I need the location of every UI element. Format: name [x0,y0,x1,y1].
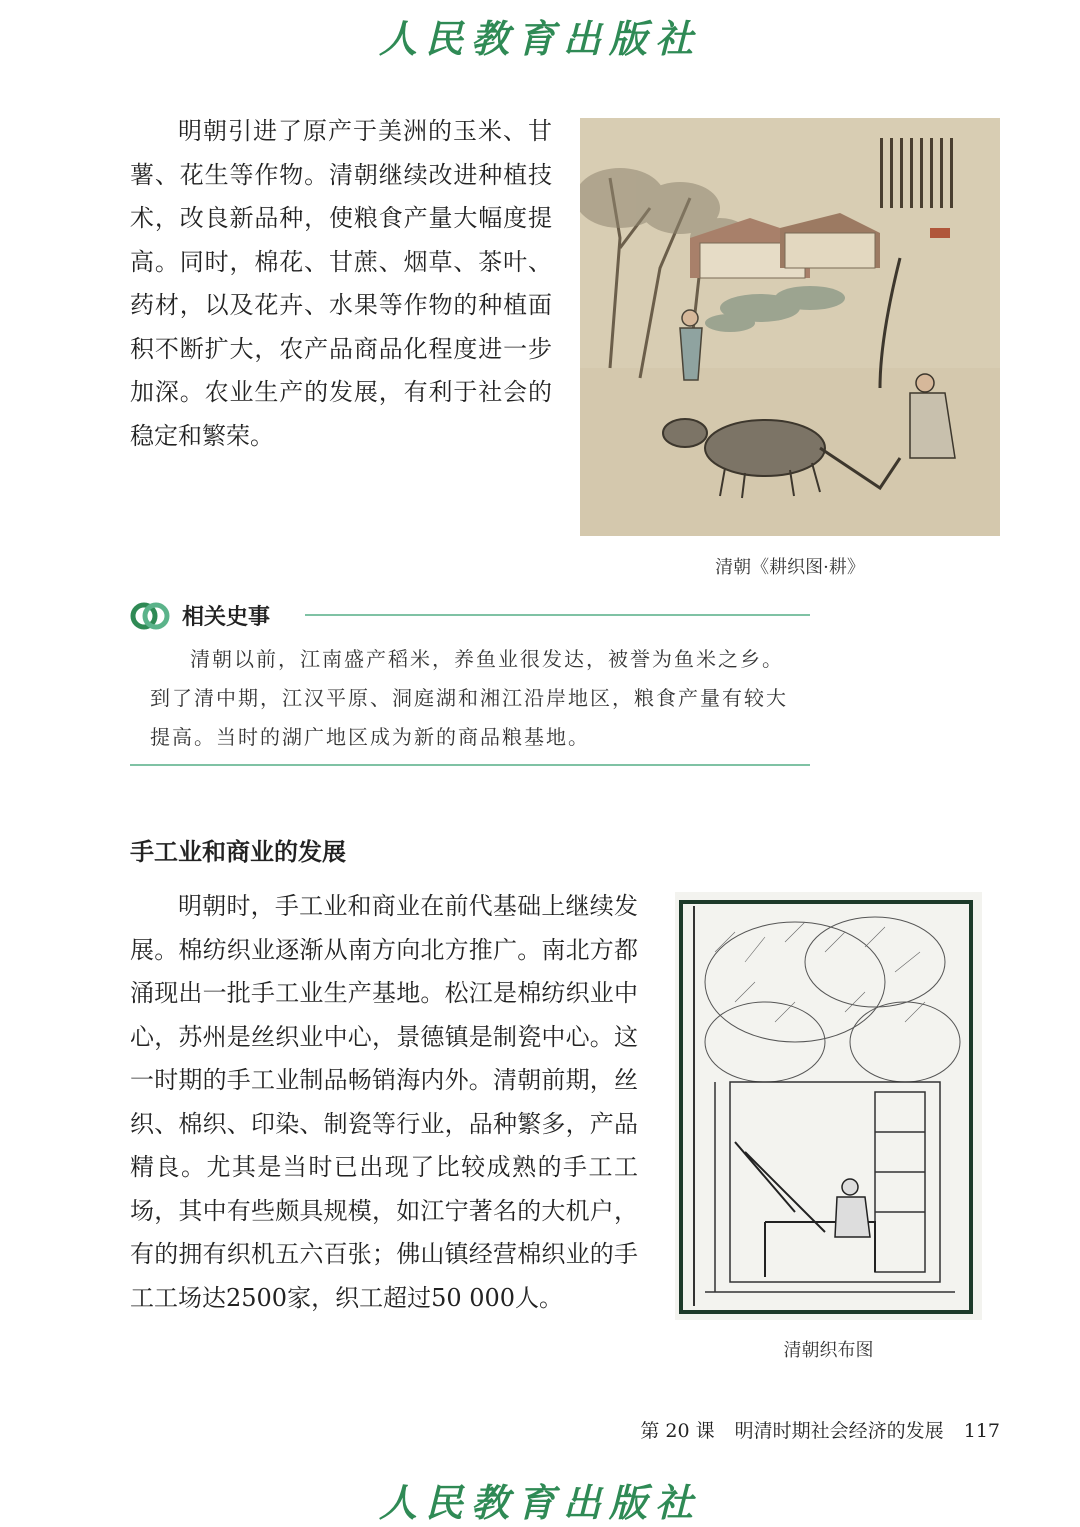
related-history-icon [130,596,170,636]
box-divider-bottom [130,764,810,766]
publisher-watermark-top: 人民教育出版社 [378,16,701,61]
paragraph-agriculture: 明朝引进了原产于美洲的玉米、甘薯、花生等作物。清朝继续改进种植技术，改良新品种，使粮食产量大幅度提高。同时，棉花、甘蔗、烟草、茶叶、药材，以及花卉、水果等作物的种植面积不断扩大，农产品商品化程度进一步加深。农业生产的发展，有利于社会的稳定和繁荣。 [130,117,552,450]
footer-lesson-title: 明清时期社会经济的发展 [734,1420,944,1442]
figure-weaving-print [675,892,982,1320]
paragraph-handicraft: 明朝时，手工业和商业在前代基础上继续发展。棉纺织业逐渐从南方向北方推广。南北方都涌现出一批手工业生产基地。松江是棉纺织业中心，苏州是丝织业中心，景德镇是制瓷中心。这一时期的手工业制品畅销海内外。清朝前期，丝织、棉织、印染、制瓷等行业，品种繁多，产品精良。尤其是当时已出现了比较成熟的手工工场，其中有些颇具规模，如江宁著名的大机户，有的拥有织机五六百张；佛山镇经营棉织业的手工工场达2500家，织工超过50 000人。 [130,892,638,1312]
plough-painting-illustration [580,118,1000,536]
figure-weaving-caption: 清朝织布图 [783,1340,874,1361]
weaving-print-illustration [675,892,982,1320]
section-heading: 手工业和商业的发展 [130,837,346,866]
publisher-watermark-bottom: 人民教育出版社 [378,1480,701,1525]
figure-plough-painting [580,118,1000,536]
footer-lesson: 第 20 课 [640,1420,715,1442]
related-history-text: 清朝以前，江南盛产稻米，养鱼业很发达，被誉为鱼米之乡。到了清中期，江汉平原、洞庭湖和湘江沿岸地区，粮食产量有较大提高。当时的湖广地区成为新的商品粮基地。 [150,647,788,749]
box-divider-top [305,614,810,616]
figure-plough-caption: 清朝《耕织图·耕》 [715,557,865,578]
related-history-title: 相关史事 [182,605,271,630]
page-footer [626,1416,1000,1443]
page-number: 117 [963,1420,1000,1442]
